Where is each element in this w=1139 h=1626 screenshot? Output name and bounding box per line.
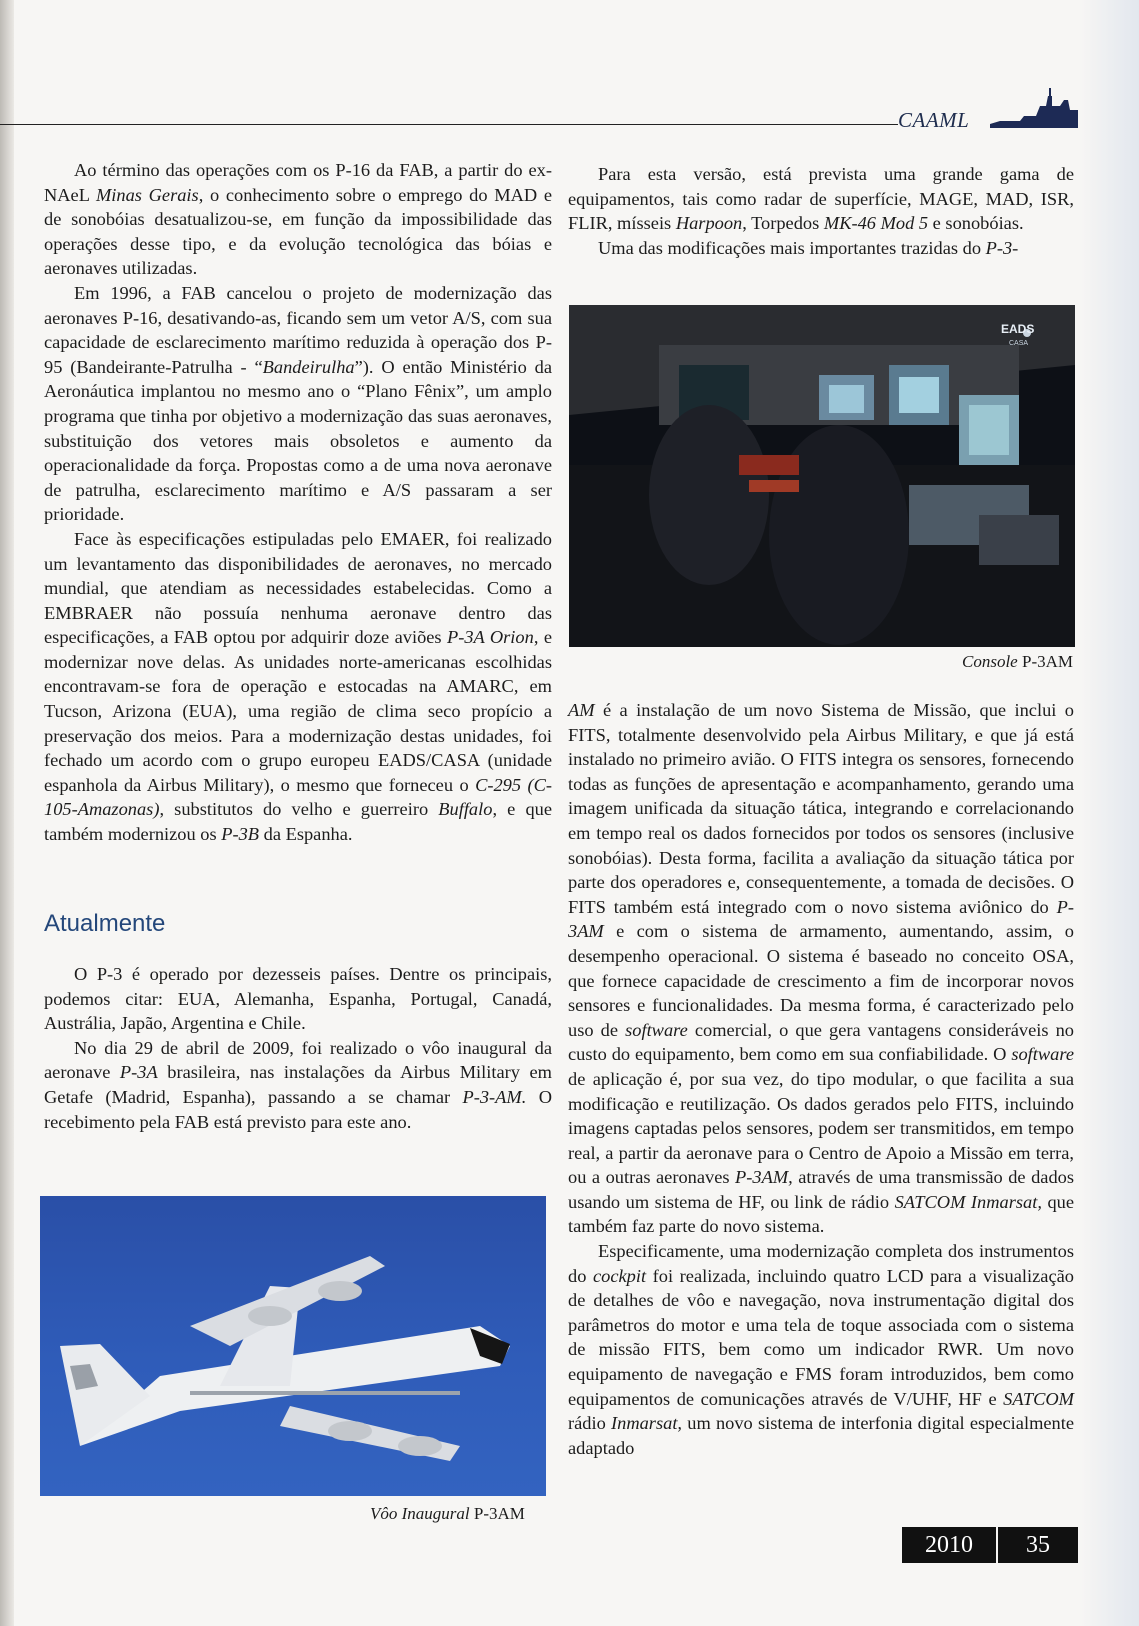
right-column-top [568, 162, 1074, 260]
paragraph: Especificamente, uma modernização completa dos instrumentos do cockpit foi realizada, incluindo quatro LCD para a visualização de detalhes de vôo e navegação, nova instrumentação digital dos parâmetros do motor e uma tela de toque associada com o sistema de missão FITS, bem como um indicador RWR. Um novo equipamento de navegação e FMS foram introduzidos, bem como equipamentos de comunicações através de V/UHF, HF e SATCOM rádio Inmarsat, um novo sistema de interfonia digital especialmente adaptado [568, 1241, 1075, 1458]
header-rule [0, 124, 898, 125]
paragraph: Face às especificações estipuladas pelo EMAER, foi realizado um levantamento das disponibilidades de aeronaves, no mercado mundial, que atendiam as necessidades estabelecidas. Como a EMBRAER não possuía nenhuma aeronave dentro das especificações, a FAB optou por adquirir doze aviões P-3A Orion, e modernizar nove delas. As unidades norte-americanas escolhidas encontravam-se fora de operação e estocadas na AMARC, em Tucson, Arizona (EUA), uma região de clima seco propício a preservação dos meios. Para a modernização destas unidades, foi fechado um acordo com o grupo europeu EADS/CASA (unidade espanhola da Airbus Military), o mesmo que forneceu o C-295 (C-105-Amazonas), substitutos do velho e guerreiro Buffalo, e que também modernizou os P-3B da Espanha. [44, 528, 552, 845]
page-gutter-shadow [0, 0, 14, 1626]
section-heading: Atualmente [44, 910, 166, 937]
paragraph: No dia 29 de abril de 2009, foi realizado o vôo inaugural da aeronave P-3A brasileira, nas instalações da Airbus Military em Getafe (Madrid, Espanha), passando a se chamar P-3-AM. O recebimento pela FAB está previsto para este ano. [44, 1037, 552, 1132]
page-right-edge [1079, 0, 1139, 1626]
eads-logo-text: EADS [1001, 322, 1035, 336]
ship-silhouette-icon [990, 88, 1078, 128]
page-number: 35 [998, 1527, 1078, 1563]
left-column [44, 158, 552, 847]
right-column-bottom [568, 698, 1074, 1460]
paragraph: Para esta versão, está prevista uma grande gama de equipamentos, tais como radar de superfície, MAGE, MAD, ISR, FLIR, mísseis Harpoon, Torpedos MK-46 Mod 5 e sonobóias. [568, 164, 1074, 234]
footer-year: 2010 [902, 1527, 996, 1563]
paragraph: Uma das modificações mais importantes trazidas do P-3- [598, 237, 1019, 258]
header-label: CAAML [898, 108, 970, 132]
p3-aircraft-illustration [40, 1196, 546, 1496]
eads-logo-subtext: CASA [1009, 340, 1029, 347]
plane-photo [40, 1196, 546, 1496]
paragraph: Ao término das operações com os P-16 da FAB, a partir do ex-NAeL Minas Gerais, o conhecimento sobre o emprego do MAD e de sonobóias desatualizou-se, em função da impossibilidade das operações desse tipo, e da evolução tecnológica das bóias e aeronaves utilizadas. [44, 160, 552, 279]
paragraph: O P-3 é operado por dezesseis países. Dentre os principais, podemos citar: EUA, Alemanha, Espanha, Portugal, Canadá, Austrália, Japão, Argentina e Chile. [44, 964, 552, 1034]
console-caption: Console P-3AM [962, 652, 1073, 671]
paragraph: Em 1996, a FAB cancelou o projeto de modernização das aeronaves P-16, desativando-as, ficando sem um vetor A/S, com sua capacidade de esclarecimento marítimo reduzida à operação dos P-95 (Bandeirante-Patrulha - “Bandeirulha”). O então Ministério da Aeronáutica implantou no mesmo ano o “Plano Fênix”, um amplo programa que tinha por objetivo a modernização das suas aeronaves, substituição dos vetores mais obsoletos e aumento da operacionalidade da força. Propostas como a de uma nova aeronave de patrulha, esclarecimento marítimo e A/S passaram a ser prioridade. [44, 282, 552, 525]
console-illustration [569, 305, 1075, 647]
paragraph: AM é a instalação de um novo Sistema de Missão, que inclui o FITS, totalmente desenvolvido pela Airbus Military, e que já está instalado no primeiro avião. O FITS integra os sensores, fornecendo todas as funções de apresentação e acompanhamento, gerando uma imagem unificada da situação tática, integrando e correlacionando em tempo real os dados fornecidos por todos os sensores (inclusive sonobóias). Desta forma, facilita a avaliação da situação tática por parte dos operadores e, consequentemente, a tomada de decisões. O FITS também está integrado com o novo sistema aviônico do P-3AM e com o sistema de armamento, aumentando, assim, o desempenho operacional. O sistema é baseado no conceito OSA, que fornece capacidade de crescimento a fim de incorporar novos sensores e funcionalidades. Da mesma forma, é caracterizado pelo uso de software comercial, o que gera vantagens consideráveis no custo do equipamento, bem como em sua confiabilidade. O software de aplicação é, por sua vez, do tipo modular, o que facilita a sua modificação e reutilização. Os dados gerados pelo FITS, incluindo imagens captadas pelos sensores, podem ser transmitidos, em tempo real, a partir da aeronave para o Centro de Apoio a Missão em terra, ou a outras aeronaves P-3AM, através de uma transmissão de dados usando um sistema de HF, ou link de rádio SATCOM Inmarsat, que também faz parte do novo sistema. [568, 700, 1075, 1237]
left-column-lower [44, 962, 552, 1134]
console-photo [569, 305, 1075, 647]
plane-caption: Vôo Inaugural P-3AM [370, 1504, 525, 1523]
